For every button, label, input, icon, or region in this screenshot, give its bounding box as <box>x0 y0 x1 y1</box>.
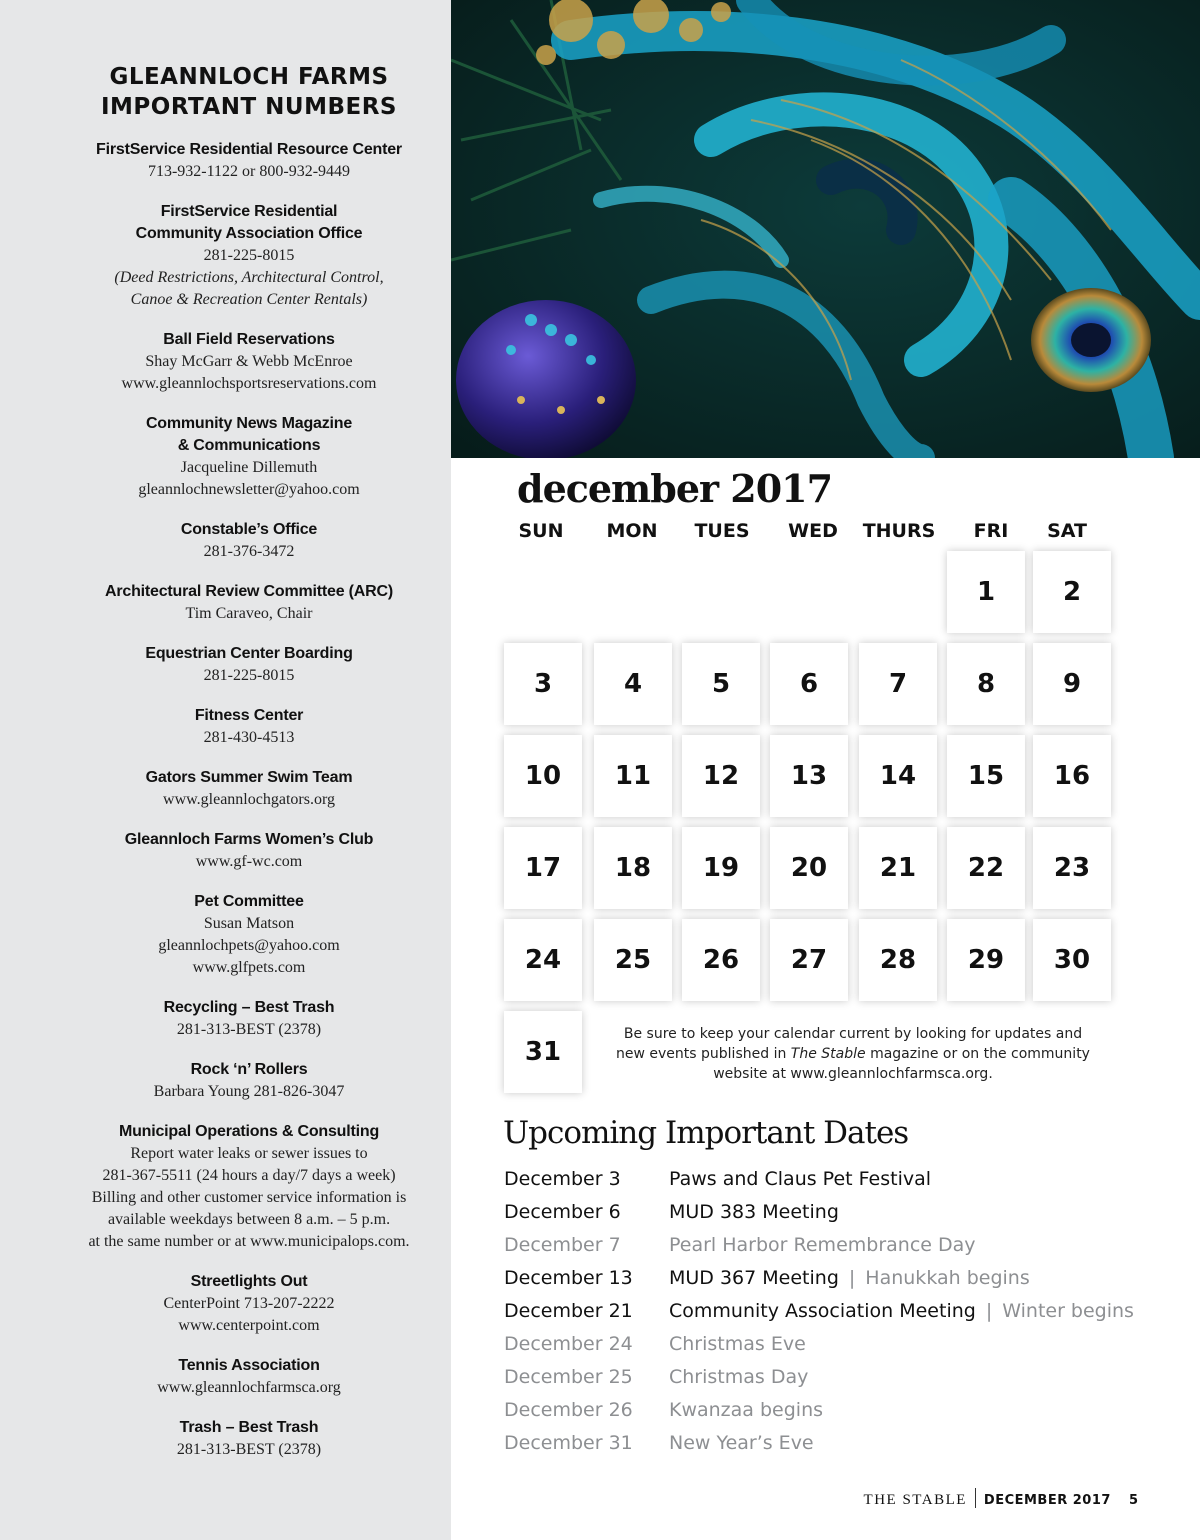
calendar-day: 28 <box>859 919 937 1001</box>
contact-entry <box>0 1271 498 1337</box>
calendar-day: 21 <box>859 827 937 909</box>
contact-detail: 713-932-1122 or 800-932-9449 <box>147 163 351 180</box>
event-title: Christmas Day <box>669 1366 809 1388</box>
contact-detail: Billing and other customer service information is <box>91 1189 407 1206</box>
contact-entry <box>0 329 498 395</box>
calendar-day: 12 <box>682 735 760 817</box>
contact-entry <box>0 139 498 183</box>
event-title: Pearl Harbor Remembrance Day <box>669 1234 976 1256</box>
event-title: MUD 383 Meeting <box>669 1201 839 1223</box>
contact-heading: Trash – Best Trash <box>179 1419 319 1436</box>
event-name <box>669 1234 976 1256</box>
contact-detail: 281-225-8015 <box>203 667 295 684</box>
contact-heading: Rock ‘n’ Rollers <box>190 1061 308 1078</box>
contact-detail: available weekdays between 8 a.m. – 5 p.m. <box>107 1211 391 1228</box>
event-name <box>669 1333 806 1355</box>
calendar-day: 1 <box>947 551 1025 633</box>
contact-note: (Deed Restrictions, Architectural Control, <box>114 269 384 286</box>
calendar-note-magazine: The Stable <box>790 1046 866 1062</box>
peacock-ornament-photo <box>451 0 1200 458</box>
calendar-day: 15 <box>947 735 1025 817</box>
event-date: December 13 <box>504 1267 633 1289</box>
contact-entry <box>0 1355 498 1399</box>
calendar-note-part2: magazine or on the community website at www.gleannlochfarmsca.org. <box>713 1046 1090 1082</box>
calendar-day: 27 <box>770 919 848 1001</box>
event-separator: | <box>848 1267 856 1289</box>
footer-divider <box>975 1488 976 1508</box>
calendar-day: 23 <box>1033 827 1111 909</box>
upcoming-dates-title: Upcoming Important Dates <box>503 1115 909 1151</box>
contact-entry <box>0 581 498 625</box>
weekday-header: MON <box>606 520 658 542</box>
contact-heading: Recycling – Best Trash <box>163 999 335 1016</box>
contact-heading: Gators Summer Swim Team <box>145 769 353 786</box>
contact-entry <box>0 829 498 873</box>
contact-entry <box>0 767 498 811</box>
sidebar-title-line1: GLEANNLOCH FARMS <box>109 64 389 90</box>
event-date: December 6 <box>504 1201 621 1223</box>
contact-entry <box>0 705 498 749</box>
contact-detail: Shay McGarr & Webb McEnroe <box>145 353 353 370</box>
contact-detail: gleannlochpets@yahoo.com <box>158 937 340 954</box>
calendar-day: 17 <box>504 827 582 909</box>
weekday-header: SAT <box>1047 520 1087 542</box>
event-name <box>669 1168 931 1190</box>
contact-heading: Architectural Review Committee (ARC) <box>105 583 393 600</box>
contact-detail: www.gleannlochgators.org <box>163 791 335 808</box>
event-date: December 31 <box>504 1432 633 1454</box>
weekday-header: WED <box>788 520 838 542</box>
footer-issue: DECEMBER 2017 <box>983 1493 1111 1508</box>
event-title: MUD 367 Meeting <box>669 1267 839 1289</box>
calendar-day: 7 <box>859 643 937 725</box>
contact-heading: FirstService Residential Resource Center <box>96 141 402 158</box>
contact-detail: www.gleannlochfarmsca.org <box>157 1379 341 1396</box>
contact-heading: FirstService Residential <box>160 203 338 220</box>
calendar-day: 16 <box>1033 735 1111 817</box>
calendar-day: 20 <box>770 827 848 909</box>
contact-heading: & Communications <box>177 437 321 454</box>
calendar-day: 5 <box>682 643 760 725</box>
calendar-note <box>612 1024 1094 1084</box>
event-name <box>669 1201 839 1223</box>
contact-detail: CenterPoint 713-207-2222 <box>163 1295 335 1312</box>
calendar-note-part1: Be sure to keep your calendar current by looking for updates and new events published in <box>616 1026 1083 1062</box>
contact-note: Canoe & Recreation Center Rentals) <box>130 291 368 308</box>
contact-detail: at the same number or at www.municipalops.com. <box>88 1233 410 1250</box>
event-separator: | <box>985 1300 993 1322</box>
page-number: 5 <box>1128 1493 1138 1508</box>
sidebar-title-line2: IMPORTANT NUMBERS <box>100 94 397 120</box>
contact-detail: gleannlochnewsletter@yahoo.com <box>138 481 360 498</box>
calendar-day: 31 <box>504 1011 582 1093</box>
contact-entry <box>0 643 498 687</box>
calendar-day: 11 <box>594 735 672 817</box>
calendar-day: 6 <box>770 643 848 725</box>
contact-detail: www.gleannlochsportsreservations.com <box>121 375 377 392</box>
calendar-day: 26 <box>682 919 760 1001</box>
calendar-day: 19 <box>682 827 760 909</box>
event-title: New Year’s Eve <box>669 1432 814 1454</box>
event-name <box>669 1399 823 1421</box>
calendar-day: 18 <box>594 827 672 909</box>
event-name <box>669 1300 1134 1322</box>
sidebar-title <box>0 62 498 122</box>
calendar-day: 25 <box>594 919 672 1001</box>
event-title: Paws and Claus Pet Festival <box>669 1168 932 1190</box>
calendar-day: 3 <box>504 643 582 725</box>
contact-detail: Tim Caraveo, Chair <box>185 605 313 622</box>
calendar-title: december 2017 <box>517 466 833 511</box>
footer-magazine: THE STABLE <box>863 1492 967 1508</box>
weekday-header: THURS <box>862 520 936 542</box>
contact-detail: www.glfpets.com <box>192 959 306 976</box>
calendar-day: 8 <box>947 643 1025 725</box>
calendar-day: 13 <box>770 735 848 817</box>
contact-entry <box>0 891 498 979</box>
calendar-day: 4 <box>594 643 672 725</box>
contact-heading: Streetlights Out <box>190 1273 308 1290</box>
event-date: December 25 <box>504 1366 633 1388</box>
contact-heading: Community Association Office <box>135 225 363 242</box>
event-name <box>669 1432 814 1454</box>
calendar-day: 29 <box>947 919 1025 1001</box>
calendar-day: 9 <box>1033 643 1111 725</box>
event-date: December 24 <box>504 1333 633 1355</box>
event-extra: Hanukkah begins <box>865 1267 1030 1289</box>
photo-illustration <box>451 0 1200 458</box>
important-numbers-sidebar <box>0 0 451 1540</box>
weekday-header: SUN <box>518 520 564 542</box>
event-title: Community Association Meeting <box>669 1300 976 1322</box>
contact-heading: Municipal Operations & Consulting <box>118 1123 380 1140</box>
contact-detail: Jacqueline Dillemuth <box>180 459 318 476</box>
contact-heading: Constable’s Office <box>180 521 318 538</box>
contact-list <box>0 139 498 1479</box>
event-name <box>669 1267 1030 1289</box>
contact-entry <box>0 1059 498 1103</box>
calendar-day: 30 <box>1033 919 1111 1001</box>
contact-heading: Equestrian Center Boarding <box>145 645 353 662</box>
contact-detail: 281-367-5511 (24 hours a day/7 days a week) <box>102 1167 396 1184</box>
weekday-header: FRI <box>973 520 1009 542</box>
contact-heading: Pet Committee <box>194 893 304 910</box>
contact-entry <box>0 1121 498 1253</box>
page-footer <box>864 1488 1138 1509</box>
contact-entry <box>0 201 498 311</box>
calendar-day: 2 <box>1033 551 1111 633</box>
contact-heading: Community News Magazine <box>145 415 353 432</box>
contact-detail: www.gf-wc.com <box>195 853 303 870</box>
contact-detail: 281-430-4513 <box>203 729 295 746</box>
contact-heading: Fitness Center <box>194 707 304 724</box>
event-date: December 26 <box>504 1399 633 1421</box>
contact-heading: Gleannloch Farms Women’s Club <box>124 831 374 848</box>
contact-entry <box>0 413 498 501</box>
event-title: Christmas Eve <box>669 1333 806 1355</box>
calendar-day: 14 <box>859 735 937 817</box>
contact-heading: Tennis Association <box>178 1357 320 1374</box>
contact-heading: Ball Field Reservations <box>163 331 335 348</box>
event-date: December 7 <box>504 1234 621 1256</box>
calendar-day: 24 <box>504 919 582 1001</box>
contact-entry <box>0 1417 498 1461</box>
event-date: December 3 <box>504 1168 621 1190</box>
weekday-header: TUES <box>694 520 750 542</box>
contact-detail: 281-225-8015 <box>203 247 295 264</box>
event-title: Kwanzaa begins <box>669 1399 824 1421</box>
event-name <box>669 1366 808 1388</box>
contact-detail: Report water leaks or sewer issues to <box>130 1145 368 1162</box>
contact-entry <box>0 519 498 563</box>
contact-detail: Barbara Young 281-826-3047 <box>153 1083 345 1100</box>
event-date: December 21 <box>504 1300 633 1322</box>
calendar-day: 10 <box>504 735 582 817</box>
calendar-day: 22 <box>947 827 1025 909</box>
contact-detail: 281-313-BEST (2378) <box>176 1021 322 1038</box>
contact-detail: Susan Matson <box>203 915 295 932</box>
contact-detail: 281-376-3472 <box>203 543 295 560</box>
contact-detail: www.centerpoint.com <box>178 1317 320 1334</box>
contact-entry <box>0 997 498 1041</box>
contact-detail: 281-313-BEST (2378) <box>176 1441 322 1458</box>
event-extra: Winter begins <box>1002 1300 1134 1322</box>
